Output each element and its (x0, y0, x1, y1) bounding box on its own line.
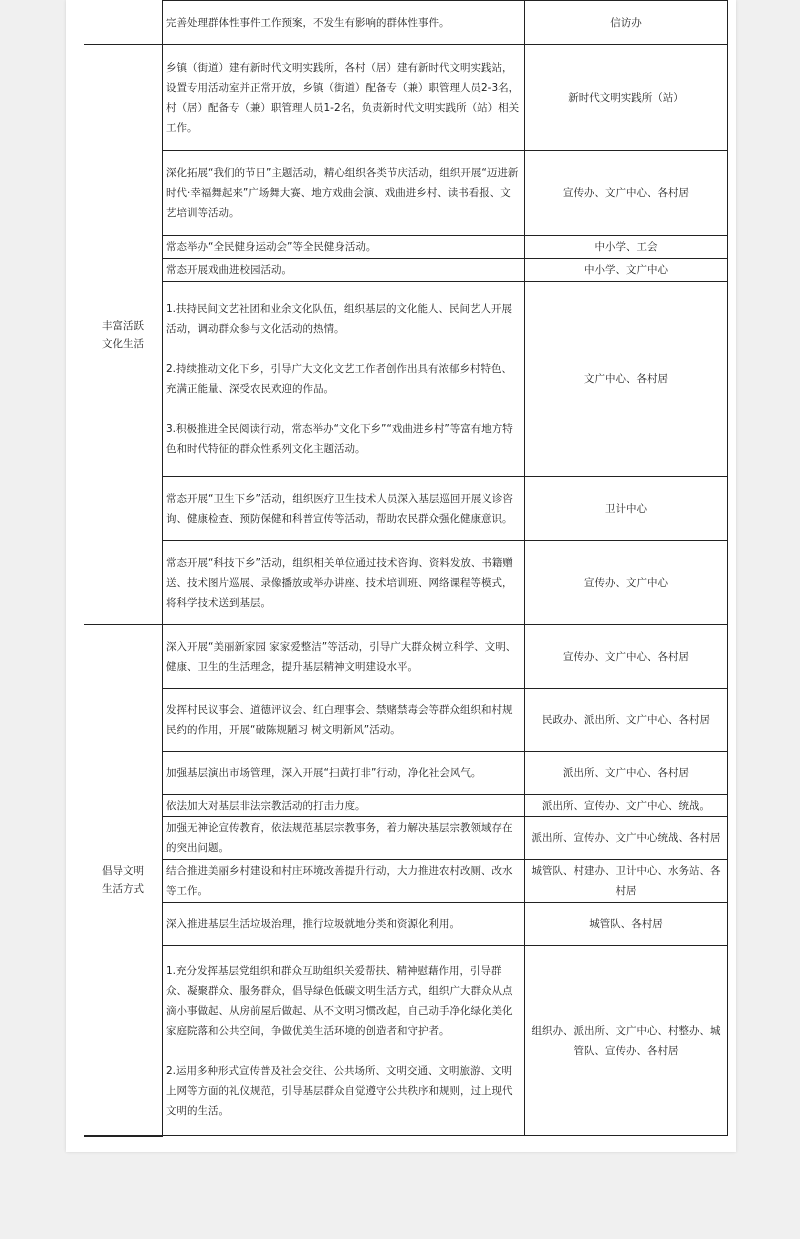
responsible-department: 派出所、宣传办、文广中心统战、各村居 (525, 817, 728, 860)
task-content: 深入推进基层生活垃圾治理，推行垃圾就地分类和资源化利用。 (163, 903, 525, 946)
category-cell-culture (84, 45, 163, 625)
responsible-department: 宣传办、文广中心 (525, 541, 728, 625)
responsible-department: 宣传办、文广中心、各村居 (525, 151, 728, 236)
responsible-department: 派出所、宣传办、文广中心、统战。 (525, 795, 728, 817)
responsible-department: 卫计中心 (525, 477, 728, 541)
responsible-department: 文广中心、各村居 (525, 282, 728, 477)
responsible-department: 新时代文明实践所（站） (525, 45, 728, 151)
task-content: 加强基层演出市场管理，深入开展“扫黄打非”行动，净化社会风气。 (163, 752, 525, 795)
table-row (84, 1, 728, 45)
table-row (84, 259, 728, 282)
task-paragraph: 1.扶持民间文艺社团和业余文化队伍，组织基层的文化能人、民间艺人开展活动，调动群众参与文化活动的热情。 (166, 303, 513, 335)
task-content: 深化拓展“我们的节日”主题活动，精心组织各类节庆活动，组织开展“迈进新时代·幸福舞起来”广场舞大赛、地方戏曲会演、戏曲进乡村、读书看报、文艺培训等活动。 (163, 151, 525, 236)
category-cell-lifestyle (84, 625, 163, 1136)
table-row (84, 903, 728, 946)
task-paragraph: 3.积极推进全民阅读行动，常态举办“文化下乡”“戏曲进乡村”等富有地方特色和时代特征的群众性系列文化主题活动。 (166, 423, 513, 455)
responsible-department: 宣传办、文广中心、各村居 (525, 625, 728, 689)
task-content: 常态开展戏曲进校园活动。 (163, 259, 525, 282)
task-content: 依法加大对基层非法宗教活动的打击力度。 (163, 795, 525, 817)
responsible-department: 民政办、派出所、文广中心、各村居 (525, 689, 728, 752)
task-paragraph: 2.运用多种形式宣传普及社会交往、公共场所、文明交通、文明旅游、文明上网等方面的礼仪规范，引导基层群众自觉遵守公共秩序和规则，过上现代文明的生活。 (166, 1064, 513, 1117)
responsible-department: 派出所、文广中心、各村居 (525, 752, 728, 795)
task-content: 常态开展“科技下乡”活动，组织相关单位通过技术咨询、资料发放、书籍赠送、技术图片巡展、录像播放或举办讲座、技术培训班、网络课程等模式，将科学技术送到基层。 (163, 541, 525, 625)
task-content-multi (163, 946, 525, 1136)
responsible-department: 信访办 (525, 1, 728, 45)
task-content-multi (163, 282, 525, 477)
category-cell-empty (84, 1, 163, 45)
responsible-department: 城管队、各村居 (525, 903, 728, 946)
task-content: 完善处理群体性事件工作预案，不发生有影响的群体性事件。 (163, 1, 525, 45)
table-row (84, 752, 728, 795)
task-paragraph: 2.持续推动文化下乡，引导广大文化文艺工作者创作出具有浓郁乡村特色、充满正能量、深受农民欢迎的作品。 (166, 363, 513, 395)
task-content: 深入开展“美丽新家园 家家爱整洁”等活动，引导广大群众树立科学、文明、健康、卫生的生活理念，提升基层精神文明建设水平。 (163, 625, 525, 689)
task-content: 常态开展“卫生下乡”活动，组织医疗卫生技术人员深入基层巡回开展义诊咨询、健康检查、预防保健和科普宣传等活动，帮助农民群众强化健康意识。 (163, 477, 525, 541)
task-paragraph: 1.充分发挥基层党组织和群众互助组织关爱帮扶、精神慰藉作用，引导群众、凝聚群众、服务群众，倡导绿色低碳文明生活方式，组织广大群众从点滴小事做起、从房前屋后做起、从不文明习惯改起，自己动手净化绿化美化家庭院落和公共空间，争做优美生活环境的创造者和守护者。 (166, 964, 513, 1037)
table-row (84, 541, 728, 625)
table-row (84, 689, 728, 752)
responsible-department: 城管队、村建办、卫计中心、水务站、各村居 (525, 860, 728, 903)
table-row (84, 860, 728, 903)
task-content: 发挥村民议事会、道德评议会、红白理事会、禁赌禁毒会等群众组织和村规民约的作用，开展“破陈规陋习 树文明新风”活动。 (163, 689, 525, 752)
task-content: 乡镇（街道）建有新时代文明实践所，各村（居）建有新时代文明实践站，设置专用活动室并正常开放，乡镇（街道）配备专（兼）职管理人员2-3名，村（居）配备专（兼）职管理人员1-2名，负责新时代文明实践所（站）相关工作。 (163, 45, 525, 151)
task-content: 常态举办“全民健身运动会”等全民健身活动。 (163, 236, 525, 259)
responsible-department: 组织办、派出所、文广中心、村整办、城管队、宣传办、各村居 (525, 946, 728, 1136)
task-content: 加强无神论宣传教育，依法规范基层宗教事务，着力解决基层宗教领域存在的突出问题。 (163, 817, 525, 860)
table-row (84, 817, 728, 860)
table-row (84, 282, 728, 477)
responsible-department: 中小学、文广中心 (525, 259, 728, 282)
table-row (84, 795, 728, 817)
table-row (84, 236, 728, 259)
responsible-department: 中小学、工会 (525, 236, 728, 259)
task-table (84, 0, 728, 1137)
category-label-line: 倡导文明 (102, 864, 144, 877)
table-row (84, 45, 728, 151)
table-row (84, 151, 728, 236)
table-row (84, 946, 728, 1136)
category-label-line: 生活方式 (102, 882, 144, 895)
table-row (84, 477, 728, 541)
table-row (84, 625, 728, 689)
task-content: 结合推进美丽乡村建设和村庄环境改善提升行动，大力推进农村改厕、改水等工作。 (163, 860, 525, 903)
category-label-line: 丰富活跃 (102, 319, 144, 332)
category-label-line: 文化生活 (102, 337, 144, 350)
